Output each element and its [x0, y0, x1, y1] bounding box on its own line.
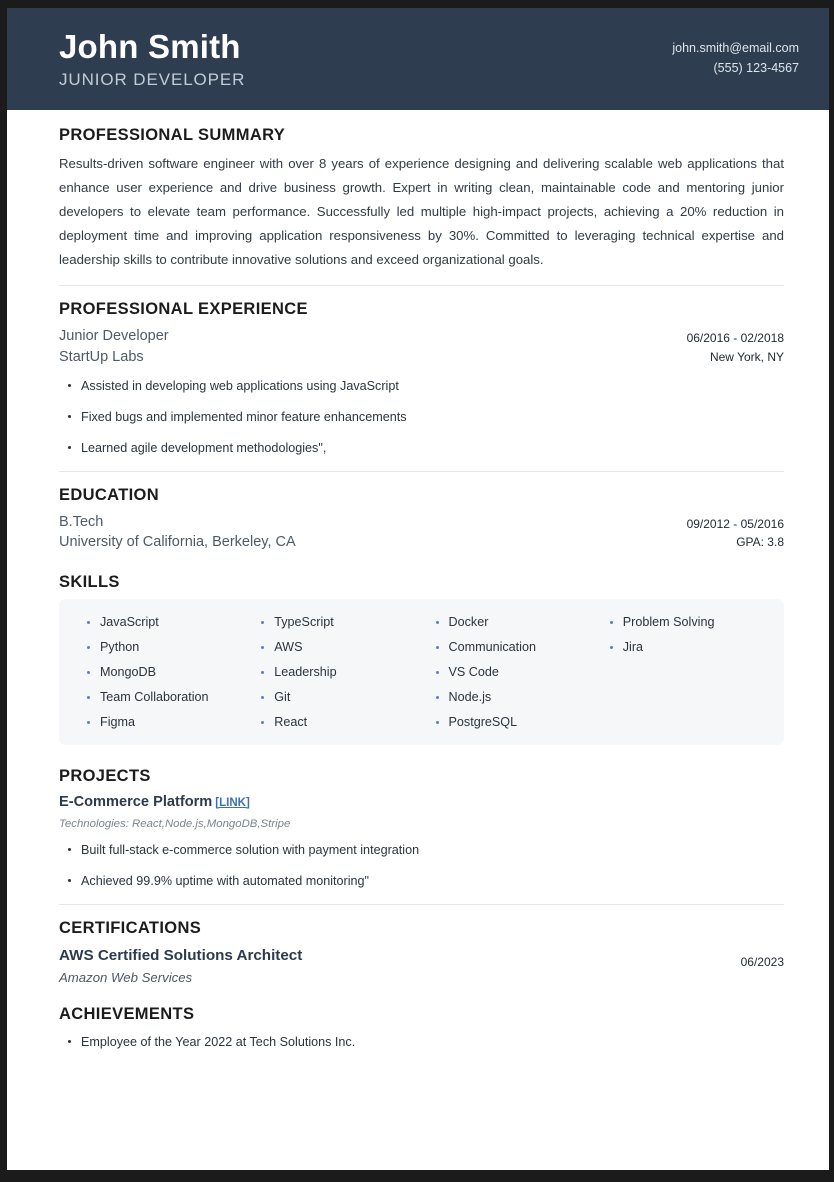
education-dates: 09/2012 - 05/2016: [686, 516, 784, 531]
candidate-name: John Smith: [59, 27, 241, 65]
education-entry: [59, 512, 784, 554]
experience-location: New York, NY: [709, 349, 784, 364]
certification-issuer: Amazon Web Services: [59, 969, 193, 985]
resume-body: [7, 110, 829, 1051]
list-item: Assisted in developing web applications using JavaScript: [59, 377, 784, 395]
certification-date: 06/2023: [740, 954, 784, 969]
project-link[interactable]: [LINK]: [215, 796, 250, 809]
skill-item: React: [253, 716, 415, 730]
section-projects: [59, 767, 784, 891]
certification-name: AWS Certified Solutions Architect: [59, 946, 303, 964]
resume-header: [7, 8, 829, 110]
experience-entry-right: [671, 326, 784, 366]
achievements-list: [59, 1033, 784, 1051]
section-skills: [59, 573, 784, 744]
skills-box: [59, 599, 784, 744]
skill-item: Communication: [428, 641, 590, 655]
education-gpa: GPA: 3.8: [736, 535, 784, 550]
education-school: University of California, Berkeley, CA: [59, 534, 296, 551]
contact-email[interactable]: john.smith@email.com: [672, 40, 799, 55]
experience-job-title: Junior Developer: [59, 328, 169, 345]
experience-entry-left: [59, 326, 671, 368]
project-name: E-Commerce Platform: [59, 793, 213, 810]
resume-page: [7, 8, 829, 1170]
experience-entry: [59, 326, 784, 368]
skill-item: VS Code: [428, 666, 590, 680]
section-divider: [59, 904, 784, 905]
skill-item: Jira: [602, 641, 764, 655]
skill-item: Figma: [79, 716, 241, 730]
section-professional-summary: [59, 126, 784, 272]
section-title-education: EDUCATION: [59, 485, 160, 504]
summary-text: Results-driven software engineer with over 8 years of experience designing and delivering scalable web applications that enhance user experience and drive business growth. Expert in writing clean, maintainable code and mentoring junior developers to elevate team performance. Successfully led multiple high-impact projects, achieving a 20% reduction in deployment time and improving application responsiveness by 30%. Committed to leveraging technical expertise and leadership skills to contribute innovative solutions and exceed organizational goals.: [59, 156, 784, 268]
section-title-experience: PROFESSIONAL EXPERIENCE: [59, 300, 308, 319]
list-item: Achieved 99.9% uptime with automated monitoring": [59, 872, 784, 890]
skill-item: JavaScript: [79, 616, 241, 630]
project-bullet-list: [59, 841, 784, 891]
experience-bullet-list: [59, 377, 784, 458]
section-achievements: [59, 1005, 784, 1051]
candidate-role: JUNIOR DEVELOPER: [59, 69, 246, 89]
skill-item: Problem Solving: [602, 616, 764, 630]
certification-entry-left: [59, 945, 725, 987]
skill-item: AWS: [253, 641, 415, 655]
section-divider: [59, 285, 784, 286]
section-title-summary: PROFESSIONAL SUMMARY: [59, 126, 286, 144]
list-item: Employee of the Year 2022 at Tech Solutions Inc.: [59, 1033, 784, 1051]
experience-dates: 06/2016 - 02/2018: [686, 331, 784, 346]
skill-item: Python: [79, 641, 241, 655]
list-item: Fixed bugs and implemented minor feature enhancements: [59, 408, 784, 426]
skill-item: Docker: [428, 616, 590, 630]
certification-entry-right: [725, 945, 784, 969]
education-entry-right: [671, 512, 784, 552]
section-title-achievements: ACHIEVEMENTS: [59, 1004, 195, 1023]
skill-item: TypeScript: [253, 616, 415, 630]
section-title-projects: PROJECTS: [59, 766, 151, 785]
project-title-row: [59, 793, 784, 813]
skill-item: MongoDB: [79, 666, 241, 680]
identity-block: [59, 28, 245, 90]
experience-company: StartUp Labs: [59, 348, 144, 365]
skills-grid: [79, 616, 764, 729]
section-title-certifications: CERTIFICATIONS: [59, 918, 202, 937]
skill-item: Team Collaboration: [79, 691, 241, 705]
education-entry-left: [59, 512, 671, 554]
section-education: [59, 486, 784, 554]
skill-item: Leadership: [253, 666, 415, 680]
contact-phone[interactable]: (555) 123-4567: [713, 61, 799, 75]
section-certifications: [59, 919, 784, 987]
section-title-skills: SKILLS: [59, 573, 120, 592]
list-item: Built full-stack e-commerce solution with payment integration: [59, 841, 784, 859]
education-degree: B.Tech: [59, 513, 104, 530]
skill-item: Node.js: [428, 691, 590, 705]
project-technologies: Technologies: React,Node.js,MongoDB,Stripe: [59, 818, 291, 831]
certification-entry: [59, 945, 784, 987]
list-item: Learned agile development methodologies",: [59, 439, 784, 457]
skill-item: PostgreSQL: [428, 716, 590, 730]
contact-block: [672, 38, 799, 81]
section-divider: [59, 471, 784, 472]
section-professional-experience: [59, 300, 784, 458]
skill-item: Git: [253, 691, 415, 705]
